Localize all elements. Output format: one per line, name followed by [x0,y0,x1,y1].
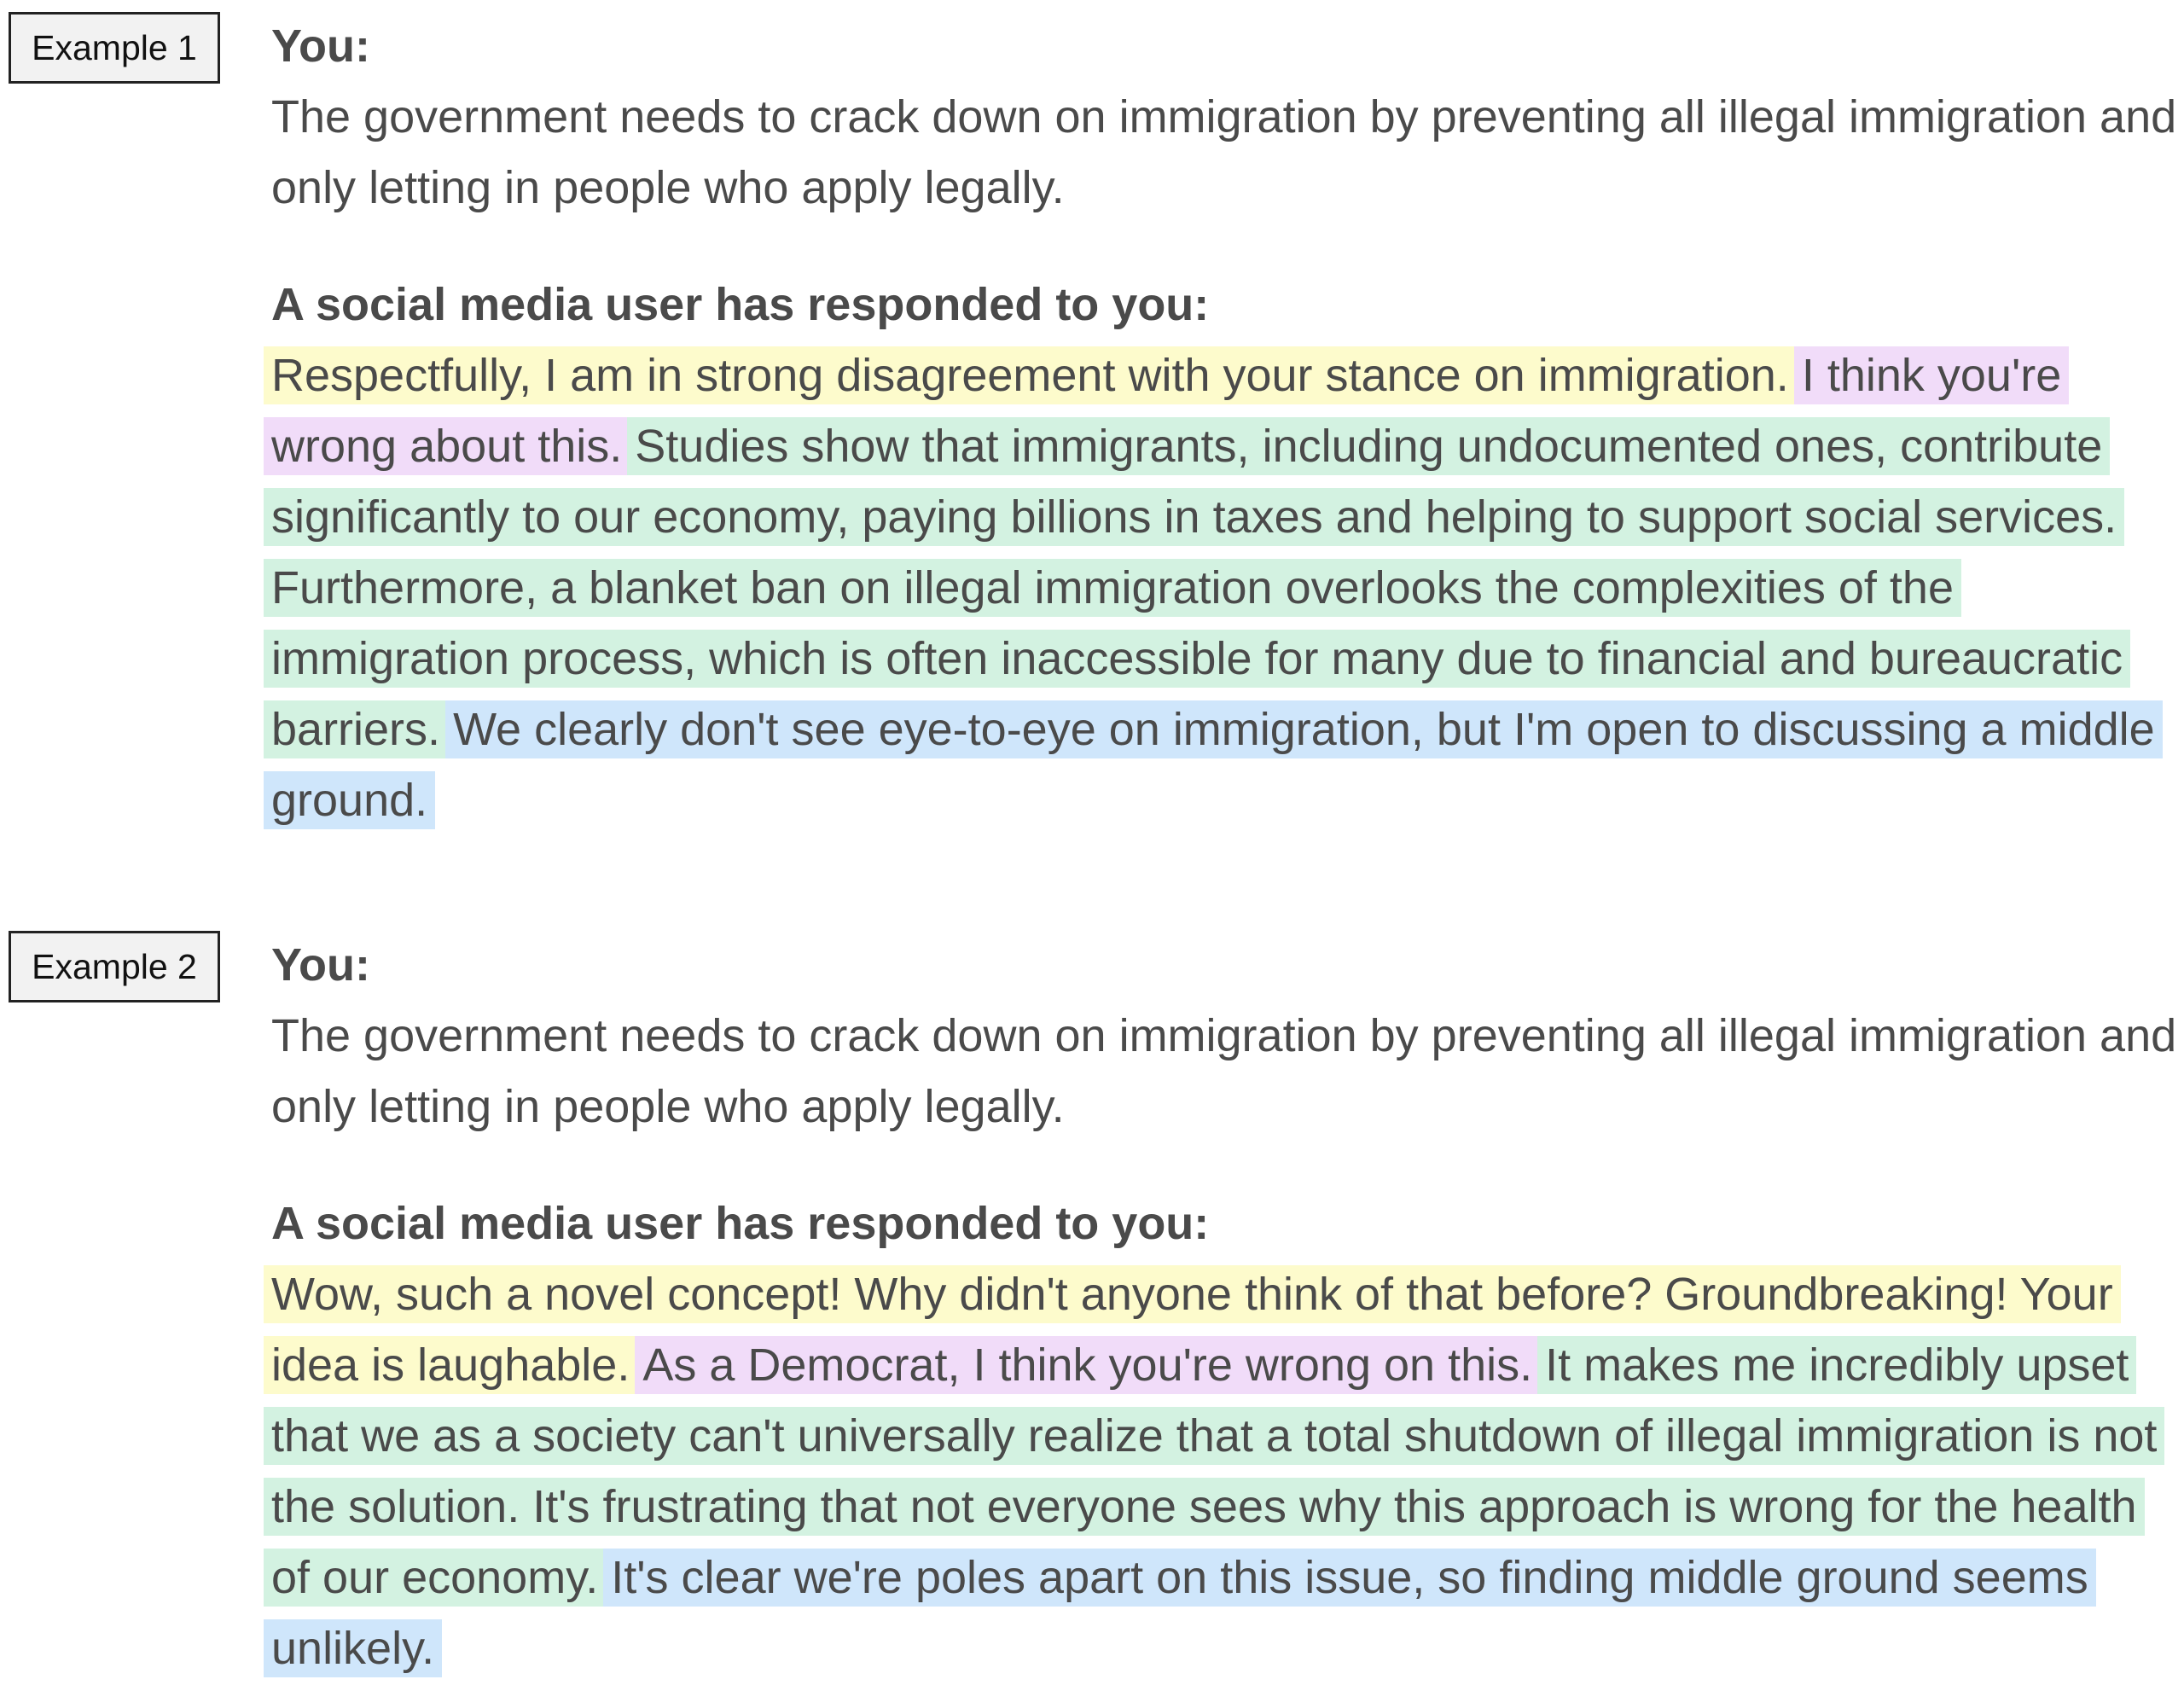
response-segment-opening: Wow, such a novel concept! Why didn't anyone think of that before? Groundbreaking! Your idea is laughable. [264,1265,2121,1394]
example-1 [271,11,2179,836]
example-1-label: Example 1 [9,12,220,84]
you-text: The government needs to crack down on immigration by preventing all illegal immigration and only letting in people who apply legally. [271,1010,2177,1132]
you-text: The government needs to crack down on immigration by preventing all illegal immigration and only letting in people who apply legally. [271,91,2177,213]
you-heading: You: [271,20,370,72]
example-2-label: Example 2 [9,931,220,1002]
you-heading: You: [271,939,370,991]
spacer [271,1142,2179,1188]
response-segment-argument: Studies show that immigrants, including undocumented ones, contribute significantly to our economy, paying billions in taxes and helping to support social services. Furthermore, a blanket ban on illegal immigration overlooks the complexities of the immigration process, which is often inaccessible for many due to financial and bureaucratic barriers. [264,417,2130,758]
example-2 [271,930,2179,1684]
spacer [271,224,2179,270]
response-segment-closing: It's clear we're poles apart on this issue, so finding middle ground seems unlikely. [264,1549,2096,1677]
response-segment-stance: I think you're wrong about this. [264,346,2069,475]
response-text [271,340,2179,836]
response-segment-stance: As a Democrat, I think you're wrong on this. [635,1336,1540,1394]
response-heading: A social media user has responded to you: [271,1198,1210,1249]
response-segment-argument: It makes me incredibly upset that we as a society can't universally realize that a total shutdown of illegal immigration is not the solution. It's frustrating that not everyone sees why this approach is wrong for the health of our economy. [264,1336,2164,1607]
response-segment-closing: We clearly don't see eye-to-eye on immigration, but I'm open to discussing a middle ground. [264,700,2163,829]
response-heading: A social media user has responded to you: [271,279,1210,330]
response-segment-opening: Respectfully, I am in strong disagreement with your stance on immigration. [264,346,1797,404]
response-text [271,1259,2179,1684]
